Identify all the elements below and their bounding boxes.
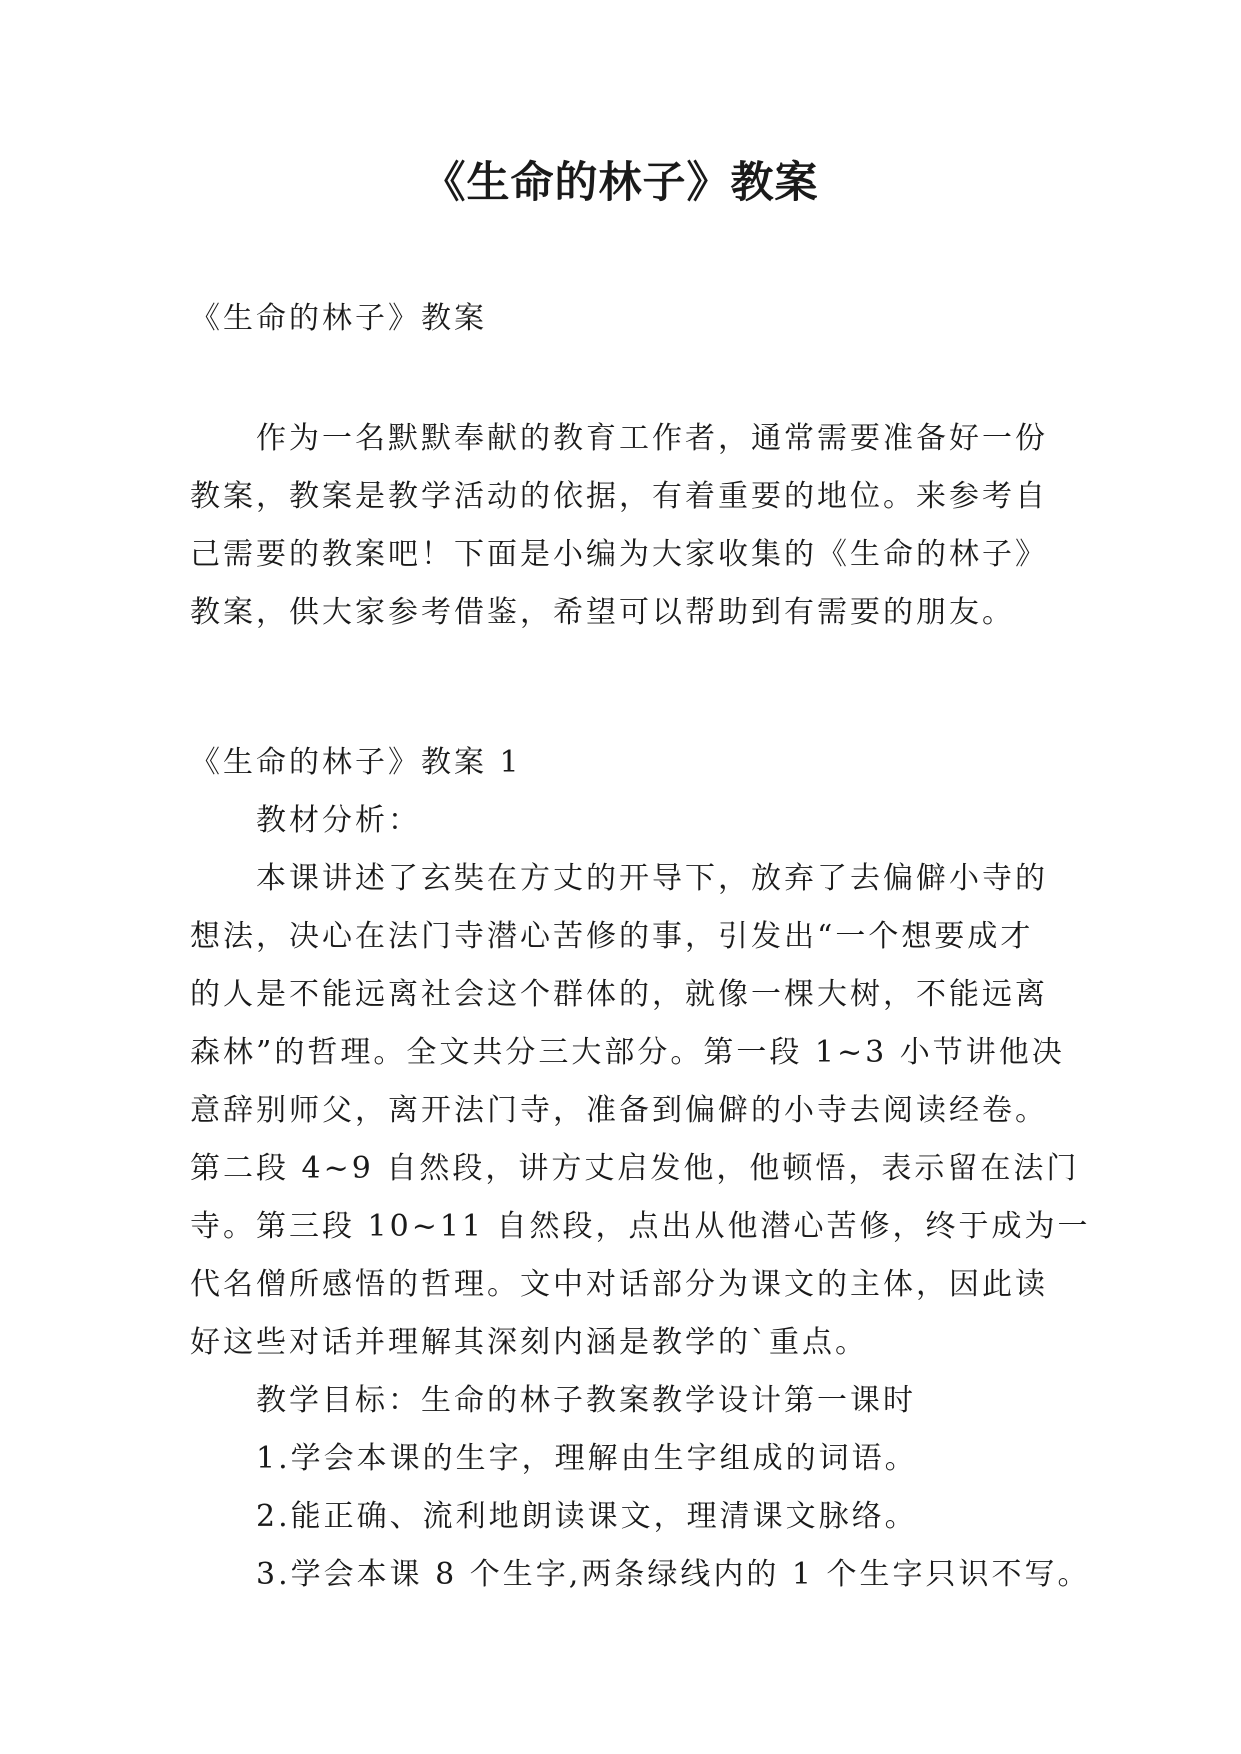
goal-item: 1.学会本课的生字，理解由生字组成的词语。	[256, 1441, 918, 1476]
section-heading: 《生命的林子》教案 1	[190, 745, 522, 780]
goals-list	[190, 1430, 1091, 1604]
paragraph-line: 好这些对话并理解其深刻内涵是教学的`重点。	[190, 1325, 868, 1360]
paragraph-line: 意辞别师父，离开法门寺，准备到偏僻的小寺去阅读经卷。	[190, 1093, 1048, 1128]
paragraph-line: 寺。第三段 10~11 自然段，点出从他潜心苦修，终于成为一	[190, 1209, 1091, 1244]
paragraph-line: 想法，决心在法门寺潜心苦修的事，引发出“一个想要成才	[190, 919, 1034, 954]
goal-item: 2.能正确、流利地朗读课文，理清课文脉络。	[256, 1499, 918, 1534]
paragraph-line: 森林”的哲理。全文共分三大部分。第一段 1~3 小节讲他决	[190, 1035, 1065, 1070]
document-title: 《生命的林子》教案	[422, 158, 819, 208]
intro-paragraph	[190, 410, 1070, 642]
document-subtitle: 《生命的林子》教案	[190, 301, 487, 336]
paragraph-line: 教案，供大家参考借鉴，希望可以帮助到有需要的朋友。	[190, 595, 1015, 630]
document-body	[190, 290, 1091, 1604]
paragraph-line: 第二段 4~9 自然段，讲方丈启发他，他顿悟，表示留在法门	[190, 1151, 1080, 1186]
goals-heading: 教学目标：生命的林子教案教学设计第一课时	[256, 1383, 916, 1418]
analysis-paragraph	[190, 850, 1091, 1372]
goal-item: 3.学会本课 8 个生字,两条绿线内的 1 个生字只识不写。	[256, 1557, 1091, 1592]
paragraph-line: 己需要的教案吧！下面是小编为大家收集的《生命的林子》	[190, 537, 1048, 572]
paragraph-line: 教案，教案是教学活动的依据，有着重要的地位。来参考自	[190, 479, 1048, 514]
paragraph-line: 本课讲述了玄奘在方丈的开导下，放弃了去偏僻小寺的	[256, 861, 1048, 896]
paragraph-line: 作为一名默默奉献的教育工作者，通常需要准备好一份	[256, 421, 1048, 456]
analysis-heading: 教材分析：	[256, 803, 421, 838]
paragraph-line: 的人是不能远离社会这个群体的，就像一棵大树，不能远离	[190, 977, 1048, 1012]
paragraph-line: 代名僧所感悟的哲理。文中对话部分为课文的主体，因此读	[190, 1267, 1048, 1302]
